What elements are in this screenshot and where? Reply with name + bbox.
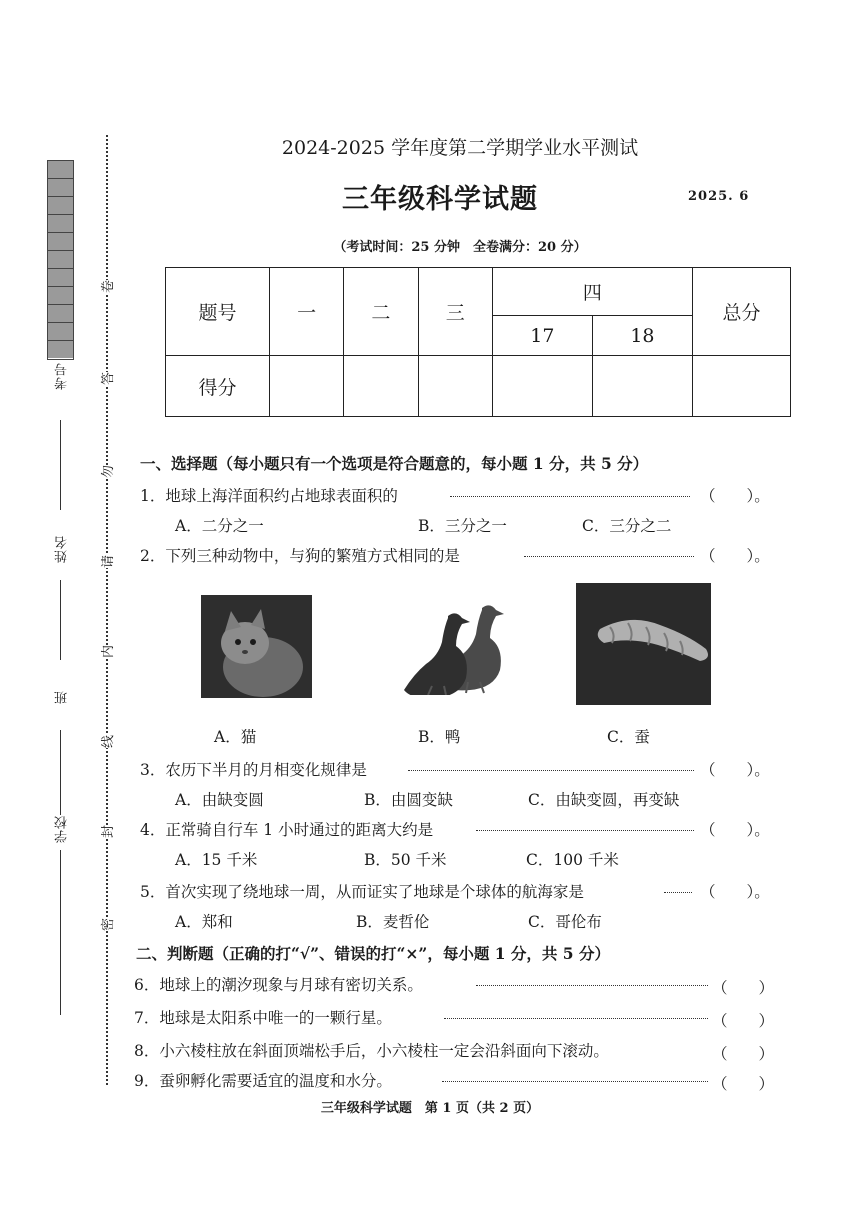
answer-paren-3[interactable]: （ ）。 bbox=[700, 761, 770, 779]
q3-option-a[interactable]: A．由缺变圆 bbox=[175, 791, 264, 809]
score-table-header: 题号 bbox=[166, 268, 270, 356]
score-cell[interactable] bbox=[692, 356, 790, 417]
col-4-sub-18: 18 bbox=[592, 316, 692, 356]
q4-option-a[interactable]: A．15 千米 bbox=[175, 851, 258, 869]
class-label: 班 bbox=[55, 690, 70, 704]
question-3: 3．农历下半月的月相变化规律是 bbox=[140, 761, 367, 779]
col-3: 三 bbox=[418, 268, 492, 356]
answer-paren-8[interactable]: （ ） bbox=[712, 1045, 775, 1063]
question-8: 8．小六棱柱放在斜面顶端松手后，小六棱柱一定会沿斜面向下滚动。 bbox=[134, 1042, 609, 1060]
score-row-header: 得分 bbox=[166, 356, 270, 417]
leader-dots bbox=[476, 985, 708, 986]
seal-line bbox=[106, 135, 108, 1085]
seal-char: 线 bbox=[101, 734, 117, 749]
exam-date: 2025. 6 bbox=[688, 189, 750, 204]
silkworm-photo bbox=[576, 583, 711, 705]
question-4: 4．正常骑自行车 1 小时通过的距离大约是 bbox=[140, 821, 434, 839]
exam-number-label: 考号 bbox=[55, 362, 70, 390]
answer-paren-1[interactable]: （ ）。 bbox=[700, 487, 770, 505]
q4-option-b[interactable]: B．50 千米 bbox=[364, 851, 447, 869]
name-label: 姓名 bbox=[55, 535, 70, 563]
answer-paren-6[interactable]: （ ） bbox=[712, 979, 775, 997]
total-header: 总分 bbox=[692, 268, 790, 356]
exam-title: 2024-2025 学年度第二学期学业水平测试 bbox=[281, 137, 639, 159]
section-1-heading: 一、选择题（每小题只有一个选项是符合题意的，每小题 1 分，共 5 分） bbox=[140, 454, 649, 473]
school-line bbox=[60, 850, 61, 1015]
seal-char: 卷 bbox=[101, 279, 117, 294]
col-2: 二 bbox=[344, 268, 418, 356]
answer-paren-9[interactable]: （ ） bbox=[712, 1075, 775, 1093]
score-table bbox=[165, 267, 791, 417]
answer-paren-4[interactable]: （ ）。 bbox=[700, 821, 770, 839]
page-footer: 三年级科学试题 第 1 页（共 2 页） bbox=[320, 1101, 540, 1116]
question-9: 9．蚕卵孵化需要适宜的温度和水分。 bbox=[134, 1072, 392, 1090]
seal-char: 请 bbox=[101, 554, 117, 569]
q2-option-c[interactable]: C．蚕 bbox=[607, 728, 650, 746]
leader-dots bbox=[450, 496, 690, 497]
score-cell[interactable] bbox=[592, 356, 692, 417]
q1-option-c[interactable]: C．三分之二 bbox=[582, 517, 672, 535]
q1-option-a[interactable]: A．二分之一 bbox=[175, 517, 264, 535]
score-cell[interactable] bbox=[269, 356, 343, 417]
leader-dots bbox=[524, 556, 694, 557]
q2-option-a[interactable]: A．猫 bbox=[214, 728, 257, 746]
exam-info: （考试时间：25 分钟 全卷满分：20 分） bbox=[333, 240, 587, 255]
school-line-top bbox=[60, 730, 61, 815]
question-6: 6．地球上的潮汐现象与月球有密切关系。 bbox=[134, 976, 423, 994]
seal-char: 答 bbox=[101, 371, 117, 386]
question-2: 2．下列三种动物中，与狗的繁殖方式相同的是 bbox=[140, 547, 460, 565]
section-2-heading: 二、判断题（正确的打“√”、错误的打“×”，每小题 1 分，共 5 分） bbox=[136, 944, 610, 963]
leader-dots bbox=[476, 830, 694, 831]
answer-paren-5[interactable]: （ ）。 bbox=[700, 883, 770, 901]
score-cell[interactable] bbox=[492, 356, 592, 417]
col-1: 一 bbox=[269, 268, 343, 356]
question-7: 7．地球是太阳系中唯一的一颗行星。 bbox=[134, 1009, 392, 1027]
subject-title: 三年级科学试题 bbox=[342, 184, 538, 215]
leader-dots bbox=[442, 1081, 708, 1082]
q5-option-c[interactable]: C．哥伦布 bbox=[528, 913, 602, 931]
seal-char: 勿 bbox=[101, 464, 117, 479]
leader-dots bbox=[408, 770, 694, 771]
col-4-sub-17: 17 bbox=[492, 316, 592, 356]
class-line bbox=[60, 580, 61, 660]
answer-paren-7[interactable]: （ ） bbox=[712, 1012, 775, 1030]
seal-char: 内 bbox=[101, 644, 117, 659]
question-1: 1．地球上海洋面积约占地球表面积的 bbox=[140, 487, 398, 505]
leader-dots bbox=[664, 892, 692, 893]
q5-option-a[interactable]: A．郑和 bbox=[175, 913, 233, 931]
q3-option-b[interactable]: B．由圆变缺 bbox=[364, 791, 453, 809]
q5-option-b[interactable]: B．麦哲伦 bbox=[356, 913, 430, 931]
school-label: 学校 bbox=[55, 815, 70, 843]
cat-photo bbox=[201, 595, 312, 698]
name-line bbox=[60, 420, 61, 510]
duck-photo bbox=[402, 600, 520, 695]
answer-paren-2[interactable]: （ ）。 bbox=[700, 547, 770, 565]
seal-char: 密 bbox=[101, 917, 117, 932]
q3-option-c[interactable]: C．由缺变圆，再变缺 bbox=[528, 791, 680, 809]
q1-option-b[interactable]: B．三分之一 bbox=[418, 517, 507, 535]
question-5: 5．首次实现了绕地球一周，从而证实了地球是个球体的航海家是 bbox=[140, 883, 584, 901]
leader-dots bbox=[444, 1018, 708, 1019]
seal-char: 封 bbox=[101, 824, 117, 839]
q4-option-c[interactable]: C．100 千米 bbox=[526, 851, 619, 869]
score-cell[interactable] bbox=[344, 356, 418, 417]
score-cell[interactable] bbox=[418, 356, 492, 417]
q2-option-b[interactable]: B．鸭 bbox=[418, 728, 461, 746]
col-4: 四 bbox=[492, 268, 692, 316]
